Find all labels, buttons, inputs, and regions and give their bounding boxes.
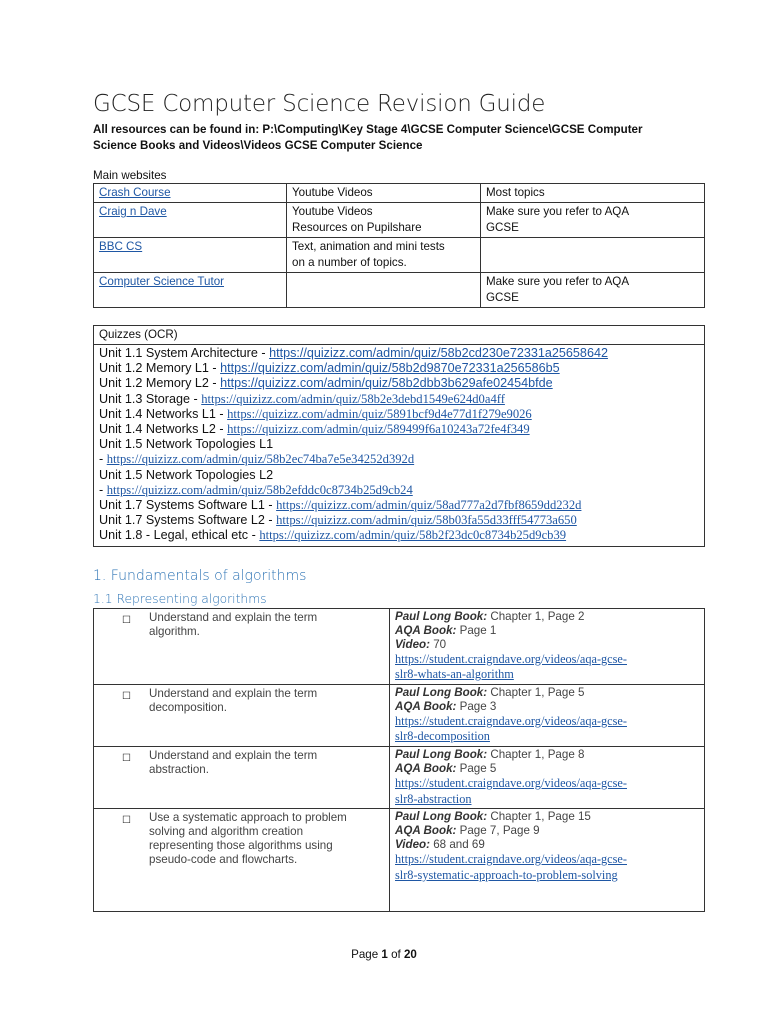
quiz-link[interactable]: https://quizizz.com/admin/quiz/58b2ec74ba7e5e34252d392d [106, 452, 415, 467]
website-row [94, 273, 705, 308]
footer-of: of [387, 948, 404, 961]
quiz-label: Unit 1.2 Memory L1 - [99, 361, 221, 376]
quiz-item [99, 407, 699, 422]
aqa-book-label: AQA Book: [395, 762, 457, 776]
website-link[interactable]: Computer Science Tutor [99, 275, 225, 288]
quiz-link[interactable]: https://quizizz.com/admin/quiz/58b2d9870e72331a256586b5 [220, 361, 560, 376]
page-title: GCSE Computer Science Revision Guide [93, 91, 546, 117]
video-link[interactable]: https://student.craigndave.org/videos/aqa-gcse- [395, 713, 627, 728]
quiz-item [99, 361, 699, 376]
website-row [94, 203, 705, 238]
paul-long-label: Paul Long Book: [395, 748, 488, 762]
quiz-item [99, 483, 699, 498]
website-notes-line: Make sure you refer to AQA [486, 205, 630, 218]
quiz-item [99, 376, 699, 391]
paul-long-value: Chapter 1, Page 15 [487, 810, 591, 824]
quiz-label: Unit 1.4 Networks L2 - [99, 422, 228, 437]
website-notes-line: GCSE [486, 221, 519, 234]
topic-item [100, 611, 383, 639]
quiz-item [99, 513, 699, 528]
video-value: 68 and 69 [430, 838, 485, 852]
checkbox[interactable]: ☐ [122, 690, 131, 702]
quiz-link[interactable]: https://quizizz.com/admin/quiz/5891bcf9d4e77d1f279e9026 [227, 406, 532, 421]
topic-text-line: abstraction. [149, 763, 209, 777]
website-type-cell [287, 273, 481, 308]
topic-text-line: Use a systematic approach to problem [149, 811, 347, 825]
topic-text-line: representing those algorithms using [149, 839, 333, 853]
quizzes-table [93, 325, 705, 547]
topics-table [93, 608, 705, 913]
quiz-label: Unit 1.4 Networks L1 - [99, 406, 228, 421]
page-footer [0, 948, 768, 961]
aqa-book-value: Page 5 [456, 762, 497, 776]
topic-row [94, 747, 705, 809]
paul-long-ref [395, 610, 699, 624]
paul-long-label: Paul Long Book: [395, 609, 488, 623]
quiz-item [99, 468, 699, 483]
aqa-book-ref [395, 624, 699, 638]
topic-row [94, 684, 705, 746]
topic-text-line: Understand and explain the term [149, 686, 318, 700]
paul-long-label: Paul Long Book: [395, 685, 488, 699]
topic-text [149, 611, 317, 639]
video-link[interactable]: slr8-abstraction [395, 791, 472, 806]
quiz-label: - [99, 452, 107, 467]
section-heading: 1. Fundamentals of algorithms [93, 567, 307, 584]
website-notes-cell [481, 203, 705, 238]
website-notes-cell [481, 238, 705, 273]
quiz-label: - [99, 482, 107, 497]
sources-cell [390, 684, 705, 746]
website-row [94, 238, 705, 273]
quiz-link[interactable]: https://quizizz.com/admin/quiz/58b03fa55d33fff54773a650 [276, 513, 577, 528]
paul-long-value: Chapter 1, Page 8 [487, 748, 585, 762]
quiz-item [99, 452, 699, 467]
website-type-line: Text, animation and mini tests [292, 240, 445, 253]
quiz-link[interactable]: https://quizizz.com/admin/quiz/58b2f23dc0c8734b25d9cb39 [259, 528, 567, 543]
resources-line-1: All resources can be found in: P:\Computing\Key Stage 4\GCSE Computer Science\GCSE Computer [93, 123, 643, 136]
aqa-book-value: Page 3 [456, 699, 497, 713]
quiz-link[interactable]: https://quizizz.com/admin/quiz/58b2cd230e72331a25658642 [269, 346, 608, 360]
video-link[interactable]: https://student.craigndave.org/videos/aqa-gcse- [395, 852, 627, 867]
topic-text [149, 749, 317, 777]
quiz-label: Unit 1.7 Systems Software L2 - [99, 513, 277, 528]
website-name-cell [94, 238, 287, 273]
video-link[interactable]: slr8-whats-an-algorithm [395, 667, 514, 682]
quiz-item [99, 498, 699, 513]
footer-prefix: Page [351, 948, 382, 961]
main-websites-label: Main websites [93, 169, 167, 182]
aqa-book-label: AQA Book: [395, 824, 457, 838]
topic-text-line: solving and algorithm creation [149, 825, 304, 839]
video-value: 70 [430, 637, 447, 651]
quiz-item [99, 528, 699, 543]
quiz-link[interactable]: https://quizizz.com/admin/quiz/58b2dbb3b629afe02454bfde [220, 376, 553, 391]
website-name-cell [94, 203, 287, 238]
topic-text-line: Understand and explain the term [149, 749, 318, 763]
sources-cell [390, 608, 705, 684]
video-ref [395, 638, 699, 652]
sources-cell [390, 809, 705, 912]
website-link[interactable]: Crash Course [99, 186, 171, 199]
quiz-link[interactable]: https://quizizz.com/admin/quiz/589499f6a10243a72fe4f349 [227, 422, 530, 437]
website-name-cell [94, 273, 287, 308]
website-type-line: on a number of topics. [292, 256, 407, 269]
quiz-label: Unit 1.7 Systems Software L1 - [99, 498, 277, 513]
topic-text [149, 687, 317, 715]
video-label: Video: [395, 838, 430, 852]
subsection-heading: 1.1 Representing algorithms [93, 591, 267, 606]
website-notes-line: Most topics [486, 186, 545, 199]
video-link[interactable]: https://student.craigndave.org/videos/aqa-gcse- [395, 776, 627, 791]
quizzes-heading: Quizzes (OCR) [94, 326, 705, 345]
topic-text-line: decomposition. [149, 700, 227, 714]
website-row [94, 184, 705, 203]
footer-current-page: 1 [381, 948, 388, 961]
topic-item [100, 811, 383, 867]
website-notes-cell [481, 273, 705, 308]
quiz-item [99, 422, 699, 437]
document-page [93, 88, 705, 912]
website-type-line: Resources on Pupilshare [292, 221, 422, 234]
website-notes-line: Make sure you refer to AQA [486, 275, 630, 288]
sources-cell [390, 747, 705, 809]
quiz-item [99, 392, 699, 407]
topic-item [100, 749, 383, 777]
resources-line-2: Science Books and Videos\Videos GCSE Computer Science [93, 139, 423, 152]
paul-long-value: Chapter 1, Page 5 [487, 685, 585, 699]
video-link[interactable]: https://student.craigndave.org/videos/aqa-gcse- [395, 651, 627, 666]
aqa-book-ref [395, 824, 699, 838]
website-link[interactable]: Craig n Dave [99, 205, 167, 218]
topic-text [149, 811, 347, 867]
quiz-link[interactable]: https://quizizz.com/admin/quiz/58ad777a2d7fbf8659dd232d [276, 498, 582, 513]
topic-text-line: Understand and explain the term [149, 610, 318, 624]
websites-table [93, 183, 705, 308]
quiz-label: Unit 1.5 Network Topologies L1 [99, 437, 274, 452]
video-link[interactable]: slr8-systematic-approach-to-problem-solving [395, 867, 618, 882]
website-type-cell [287, 238, 481, 273]
quiz-item [99, 346, 699, 361]
website-link[interactable]: BBC CS [99, 240, 143, 253]
quiz-label: Unit 1.8 - Legal, ethical etc - [99, 528, 260, 543]
checkbox[interactable]: ☐ [122, 815, 131, 827]
video-ref [395, 838, 699, 852]
quiz-link[interactable]: https://quizizz.com/admin/quiz/58b2e3debd1549e624d0a4ff [201, 391, 505, 406]
video-link[interactable]: slr8-decomposition [395, 729, 490, 744]
aqa-book-ref [395, 762, 699, 776]
paul-long-value: Chapter 1, Page 2 [487, 609, 585, 623]
footer-total-pages: 20 [403, 948, 417, 961]
paul-long-label: Paul Long Book: [395, 810, 488, 824]
website-type-line: Youtube Videos [292, 205, 373, 218]
quiz-list [94, 345, 705, 547]
website-notes-cell [481, 184, 705, 203]
topic-text-line: pseudo-code and flowcharts. [149, 853, 298, 867]
resources-note [93, 122, 705, 154]
quiz-label: Unit 1.5 Network Topologies L2 [99, 467, 274, 482]
website-name-cell [94, 184, 287, 203]
aqa-book-value: Page 1 [456, 623, 497, 637]
paul-long-ref [395, 810, 699, 824]
topic-cell [94, 608, 390, 684]
aqa-book-ref [395, 700, 699, 714]
topic-text-line: algorithm. [149, 624, 200, 638]
topic-cell [94, 747, 390, 809]
quiz-label: Unit 1.1 System Architecture - [99, 346, 270, 360]
website-type-line: Youtube Videos [292, 186, 373, 199]
checkbox[interactable]: ☐ [122, 614, 131, 626]
topic-row [94, 809, 705, 912]
aqa-book-label: AQA Book: [395, 699, 457, 713]
website-notes-line: GCSE [486, 291, 519, 304]
topic-cell [94, 684, 390, 746]
topic-item [100, 687, 383, 715]
paul-long-ref [395, 748, 699, 762]
quiz-label: Unit 1.3 Storage - [99, 391, 202, 406]
video-label: Video: [395, 637, 430, 651]
quiz-link[interactable]: https://quizizz.com/admin/quiz/58b2efddc0c8734b25d9cb24 [106, 482, 413, 497]
aqa-book-value: Page 7, Page 9 [456, 824, 540, 838]
topic-row [94, 608, 705, 684]
checkbox[interactable]: ☐ [122, 753, 131, 765]
website-type-cell [287, 203, 481, 238]
topic-cell [94, 809, 390, 912]
website-type-cell [287, 184, 481, 203]
quiz-label: Unit 1.2 Memory L2 - [99, 376, 221, 391]
quiz-item [99, 437, 699, 452]
paul-long-ref [395, 686, 699, 700]
aqa-book-label: AQA Book: [395, 623, 457, 637]
